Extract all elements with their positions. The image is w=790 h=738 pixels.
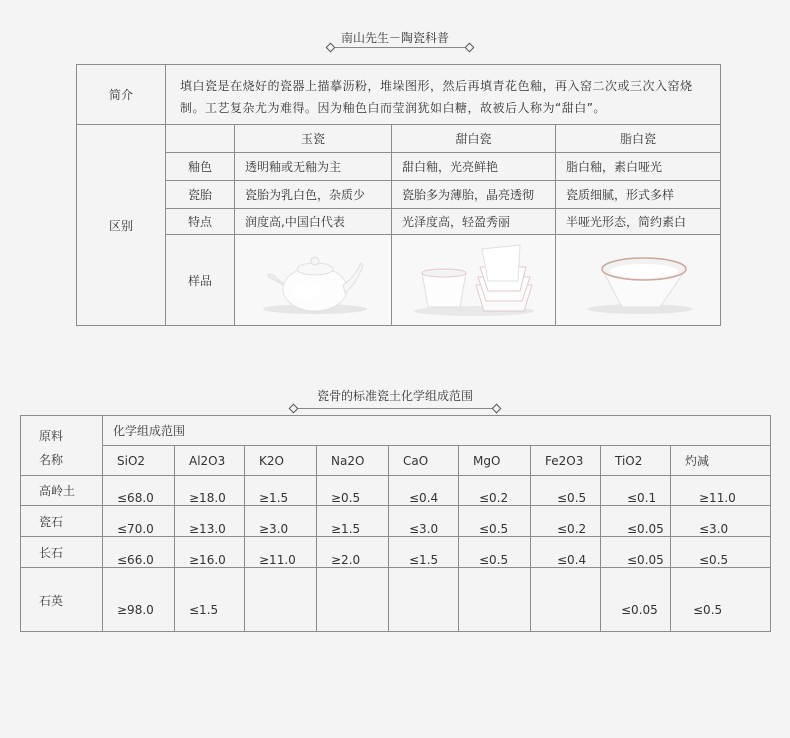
header-row (21, 416, 771, 446)
intro-row (77, 65, 721, 125)
section2-title: 瓷骨的标准瓷土化学组成范围 (316, 389, 473, 403)
row-label: 釉色 (166, 153, 235, 181)
component-header: Fe2O3 (531, 446, 601, 476)
sample-label: 样品 (166, 235, 235, 326)
table-cell: ≥98.0 (103, 568, 175, 632)
table-row (77, 181, 721, 209)
component-header: CaO (389, 446, 459, 476)
table-cell: ≤1.5 (175, 568, 245, 632)
header-empty-cell (166, 125, 235, 153)
column-header: 玉瓷 (235, 125, 392, 153)
material-name: 长石 (21, 537, 103, 568)
bowl-icon (556, 235, 721, 322)
intro-text: 填白瓷是在烧好的瓷器上描摹沥粉，堆垛图形，然后再填青花色釉，再入窑二次或三次入窑烧制。工艺复杂尤为难得。因为釉色白而莹润犹如白糖，故被后人称为“甜白”。 (166, 65, 721, 125)
table-cell: ≤0.5 (531, 476, 601, 506)
diff-label: 区别 (77, 125, 166, 326)
table-cell: ≥1.5 (245, 476, 317, 506)
material-header-line1: 原料 (39, 429, 64, 443)
table-cell: 脂白釉，素白哑光 (556, 153, 721, 181)
title-underline (332, 47, 470, 48)
clay-composition-table (20, 415, 771, 632)
table-cell: 半哑光形态，简约素白 (556, 209, 721, 235)
table-cell (245, 568, 317, 632)
table-cell: ≤0.2 (531, 506, 601, 537)
table-cell: ≤0.05 (601, 537, 671, 568)
diamond-left-icon (289, 404, 299, 414)
table-cell: ≤70.0 (103, 506, 175, 537)
table-cell: ≤3.0 (389, 506, 459, 537)
table-cell: ≥16.0 (175, 537, 245, 568)
material-header (21, 416, 103, 476)
component-row (21, 446, 771, 476)
table-cell: 光泽度高，轻盈秀丽 (392, 209, 556, 235)
section2-title-bar (0, 388, 790, 408)
table-cell (389, 568, 459, 632)
table-cell: ≥0.5 (317, 476, 389, 506)
header-row (77, 125, 721, 153)
material-header-line2: 名称 (39, 453, 64, 467)
table-cell: 瓷胎多为薄胎，晶亮透彻 (392, 181, 556, 209)
table-cell: 瓷胎为乳白色，杂质少 (235, 181, 392, 209)
component-header: MgO (459, 446, 531, 476)
row-label: 特点 (166, 209, 235, 235)
table-cell: 透明釉或无釉为主 (235, 153, 392, 181)
table-cell: ≤0.2 (459, 476, 531, 506)
material-name: 石英 (21, 568, 103, 632)
table-cell: ≥18.0 (175, 476, 245, 506)
table-cell: ≥11.0 (671, 476, 771, 506)
table-cell: 瓷质细腻，形式多样 (556, 181, 721, 209)
teapot-icon (235, 235, 392, 322)
table-row (21, 568, 771, 632)
sample-row (77, 235, 721, 326)
column-header: 脂白瓷 (556, 125, 721, 153)
table-cell (531, 568, 601, 632)
table-cell: ≤0.1 (601, 476, 671, 506)
table-cell: ≤66.0 (103, 537, 175, 568)
table-cell (317, 568, 389, 632)
table-cell: ≤0.4 (531, 537, 601, 568)
material-name: 瓷石 (21, 506, 103, 537)
component-header: 灼减 (671, 446, 771, 476)
table-cell: ≤0.5 (671, 568, 771, 632)
component-header: TiO2 (601, 446, 671, 476)
table-row (21, 506, 771, 537)
composition-header: 化学组成范围 (103, 416, 771, 446)
table-cell: 润度高,中国白代表 (235, 209, 392, 235)
section1-title-bar (0, 30, 790, 50)
table-cell: 甜白釉，光亮鲜艳 (392, 153, 556, 181)
table-cell: ≤0.05 (601, 568, 671, 632)
table-cell: ≥1.5 (317, 506, 389, 537)
diamond-right-icon (492, 404, 502, 414)
stacked-cups-image (392, 235, 556, 326)
cups-icon (392, 235, 556, 322)
table-cell: ≤1.5 (389, 537, 459, 568)
table-row (21, 476, 771, 506)
table-cell: ≤0.4 (389, 476, 459, 506)
column-header: 甜白瓷 (392, 125, 556, 153)
table-row (77, 209, 721, 235)
intro-label: 简介 (77, 65, 166, 125)
component-header: SiO2 (103, 446, 175, 476)
table-cell: ≤0.5 (459, 537, 531, 568)
section1-title: 南山先生－陶瓷科普 (340, 31, 449, 45)
component-header: Na2O (317, 446, 389, 476)
component-header: K2O (245, 446, 317, 476)
bowl-image (556, 235, 721, 326)
table-cell: ≤3.0 (671, 506, 771, 537)
table-cell: ≥3.0 (245, 506, 317, 537)
table-row (77, 153, 721, 181)
teapot-image (235, 235, 392, 326)
title-underline (295, 408, 497, 409)
material-name: 高岭土 (21, 476, 103, 506)
component-header: Al2O3 (175, 446, 245, 476)
table-cell (459, 568, 531, 632)
row-label: 瓷胎 (166, 181, 235, 209)
table-cell: ≤0.5 (459, 506, 531, 537)
table-cell: ≤0.5 (671, 537, 771, 568)
table-cell: ≥11.0 (245, 537, 317, 568)
porcelain-comparison-table (76, 64, 721, 326)
table-row (21, 537, 771, 568)
table-cell: ≥2.0 (317, 537, 389, 568)
table-cell: ≤0.05 (601, 506, 671, 537)
table-cell: ≥13.0 (175, 506, 245, 537)
table-cell: ≤68.0 (103, 476, 175, 506)
